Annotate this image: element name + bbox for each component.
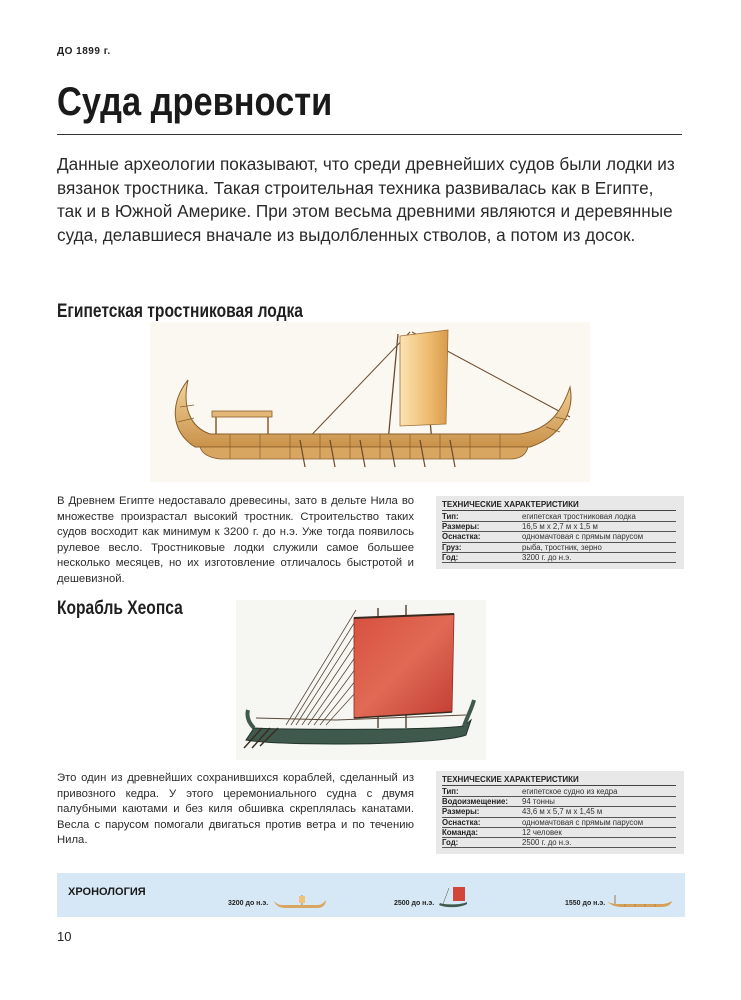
spec-row [442,818,676,828]
spec-key: Оснастка: [442,532,481,542]
spec-key: Год: [442,552,459,562]
spec-value: египетская тростниковая лодка [522,512,636,521]
cheops-ship-thumbnail-icon [437,886,469,910]
spec-value: одномачтовая с прямым парусом [522,532,644,542]
spec-row [442,553,676,563]
spec-value: 12 человек [522,827,562,837]
reed-boat-thumbnail-icon [272,894,327,910]
spec-row [442,512,676,522]
cheops-ship-description: Это один из древнейших сохранившихся кораблей, сделанный из привозного кедра. У этого церемониального судна с двумя палубными каютами и без киля обшивка скреплялась канатами. Весла с парусом помогали двигаться против ветра и по течению Нила. [57,772,414,847]
spec-value: 94 тонны [522,797,555,807]
timeline-date: 1550 до н.э. [565,900,606,907]
timeline-bar [57,873,685,917]
spec-key: Тип: [442,512,459,521]
section-title-reed-boat: Египетская тростниковая лодка [57,301,303,322]
cheops-ship-spec-table [436,771,684,854]
spec-row [442,532,676,542]
spec-key: Водоизмещение: [442,797,508,807]
spec-key: Тип: [442,787,459,796]
spec-heading: ТЕХНИЧЕСКИЕ ХАРАКТЕРИСТИКИ [442,500,676,511]
spec-value: одномачтовая с прямым парусом [522,817,644,827]
timeline-date: 2500 до н.э. [394,900,435,907]
spec-key: Размеры: [442,522,480,532]
spec-row [442,797,676,807]
spec-key: Размеры: [442,807,480,817]
page-number: 10 [57,929,72,944]
spec-row [442,828,676,838]
spec-value: 16,5 м х 2,7 м х 1,5 м [522,522,598,532]
spec-value: египетское судно из кедра [522,787,618,796]
spec-row [442,807,676,817]
spec-value: 3200 г. до н.э. [522,552,572,562]
reed-boat-illustration [150,322,590,482]
reed-boat-spec-table [436,496,684,569]
cheops-ship-illustration [236,600,486,760]
spec-key: Оснастка: [442,817,481,827]
intro-paragraph: Данные археологии показывают, что среди древнейших судов были лодки из вязанок тростника. Такая строительная техника развивалась как в Египте, так и в Южной Америке. При этом весьма древними являются и деревянные суда, делавшиеся вначале из выдолбленных стволов, а потом из досок. [57,154,675,245]
egyptian-ship-thumbnail-icon [605,895,673,909]
spec-value: 2500 г. до н.э. [522,837,572,847]
timeline-date: 3200 до н.э. [228,900,269,907]
spec-key: Команда: [442,827,479,837]
spec-row [442,522,676,532]
spec-key: Год: [442,837,459,847]
spec-heading: ТЕХНИЧЕСКИЕ ХАРАКТЕРИСТИКИ [442,775,676,786]
page-title: Суда древности [57,80,333,124]
spec-value: 43,6 м х 5,7 м х 1,45 м [522,807,603,817]
spec-value: рыба, тростник, зерно [522,542,602,552]
spec-row [442,787,676,797]
reed-boat-description: В Древнем Египте недоставало древесины, зато в дельте Нила во множестве произрастал высокий тростник. Строительство таких судов восходит как минимум к 3200 г. до н.э. Уже тогда появилось рулевое весло. Тростниковые лодки служили самое большее несколько месяцев, но их изготовление отличалось быстротой и дешевизной. [57,495,414,585]
period-tag: ДО 1899 г. [57,46,111,57]
timeline-label: ХРОНОЛОГИЯ [68,886,146,898]
spec-row [442,543,676,553]
section-title-cheops-ship: Корабль Хеопса [57,598,183,619]
title-divider [57,134,682,135]
spec-row [442,838,676,848]
spec-key: Груз: [442,542,462,552]
